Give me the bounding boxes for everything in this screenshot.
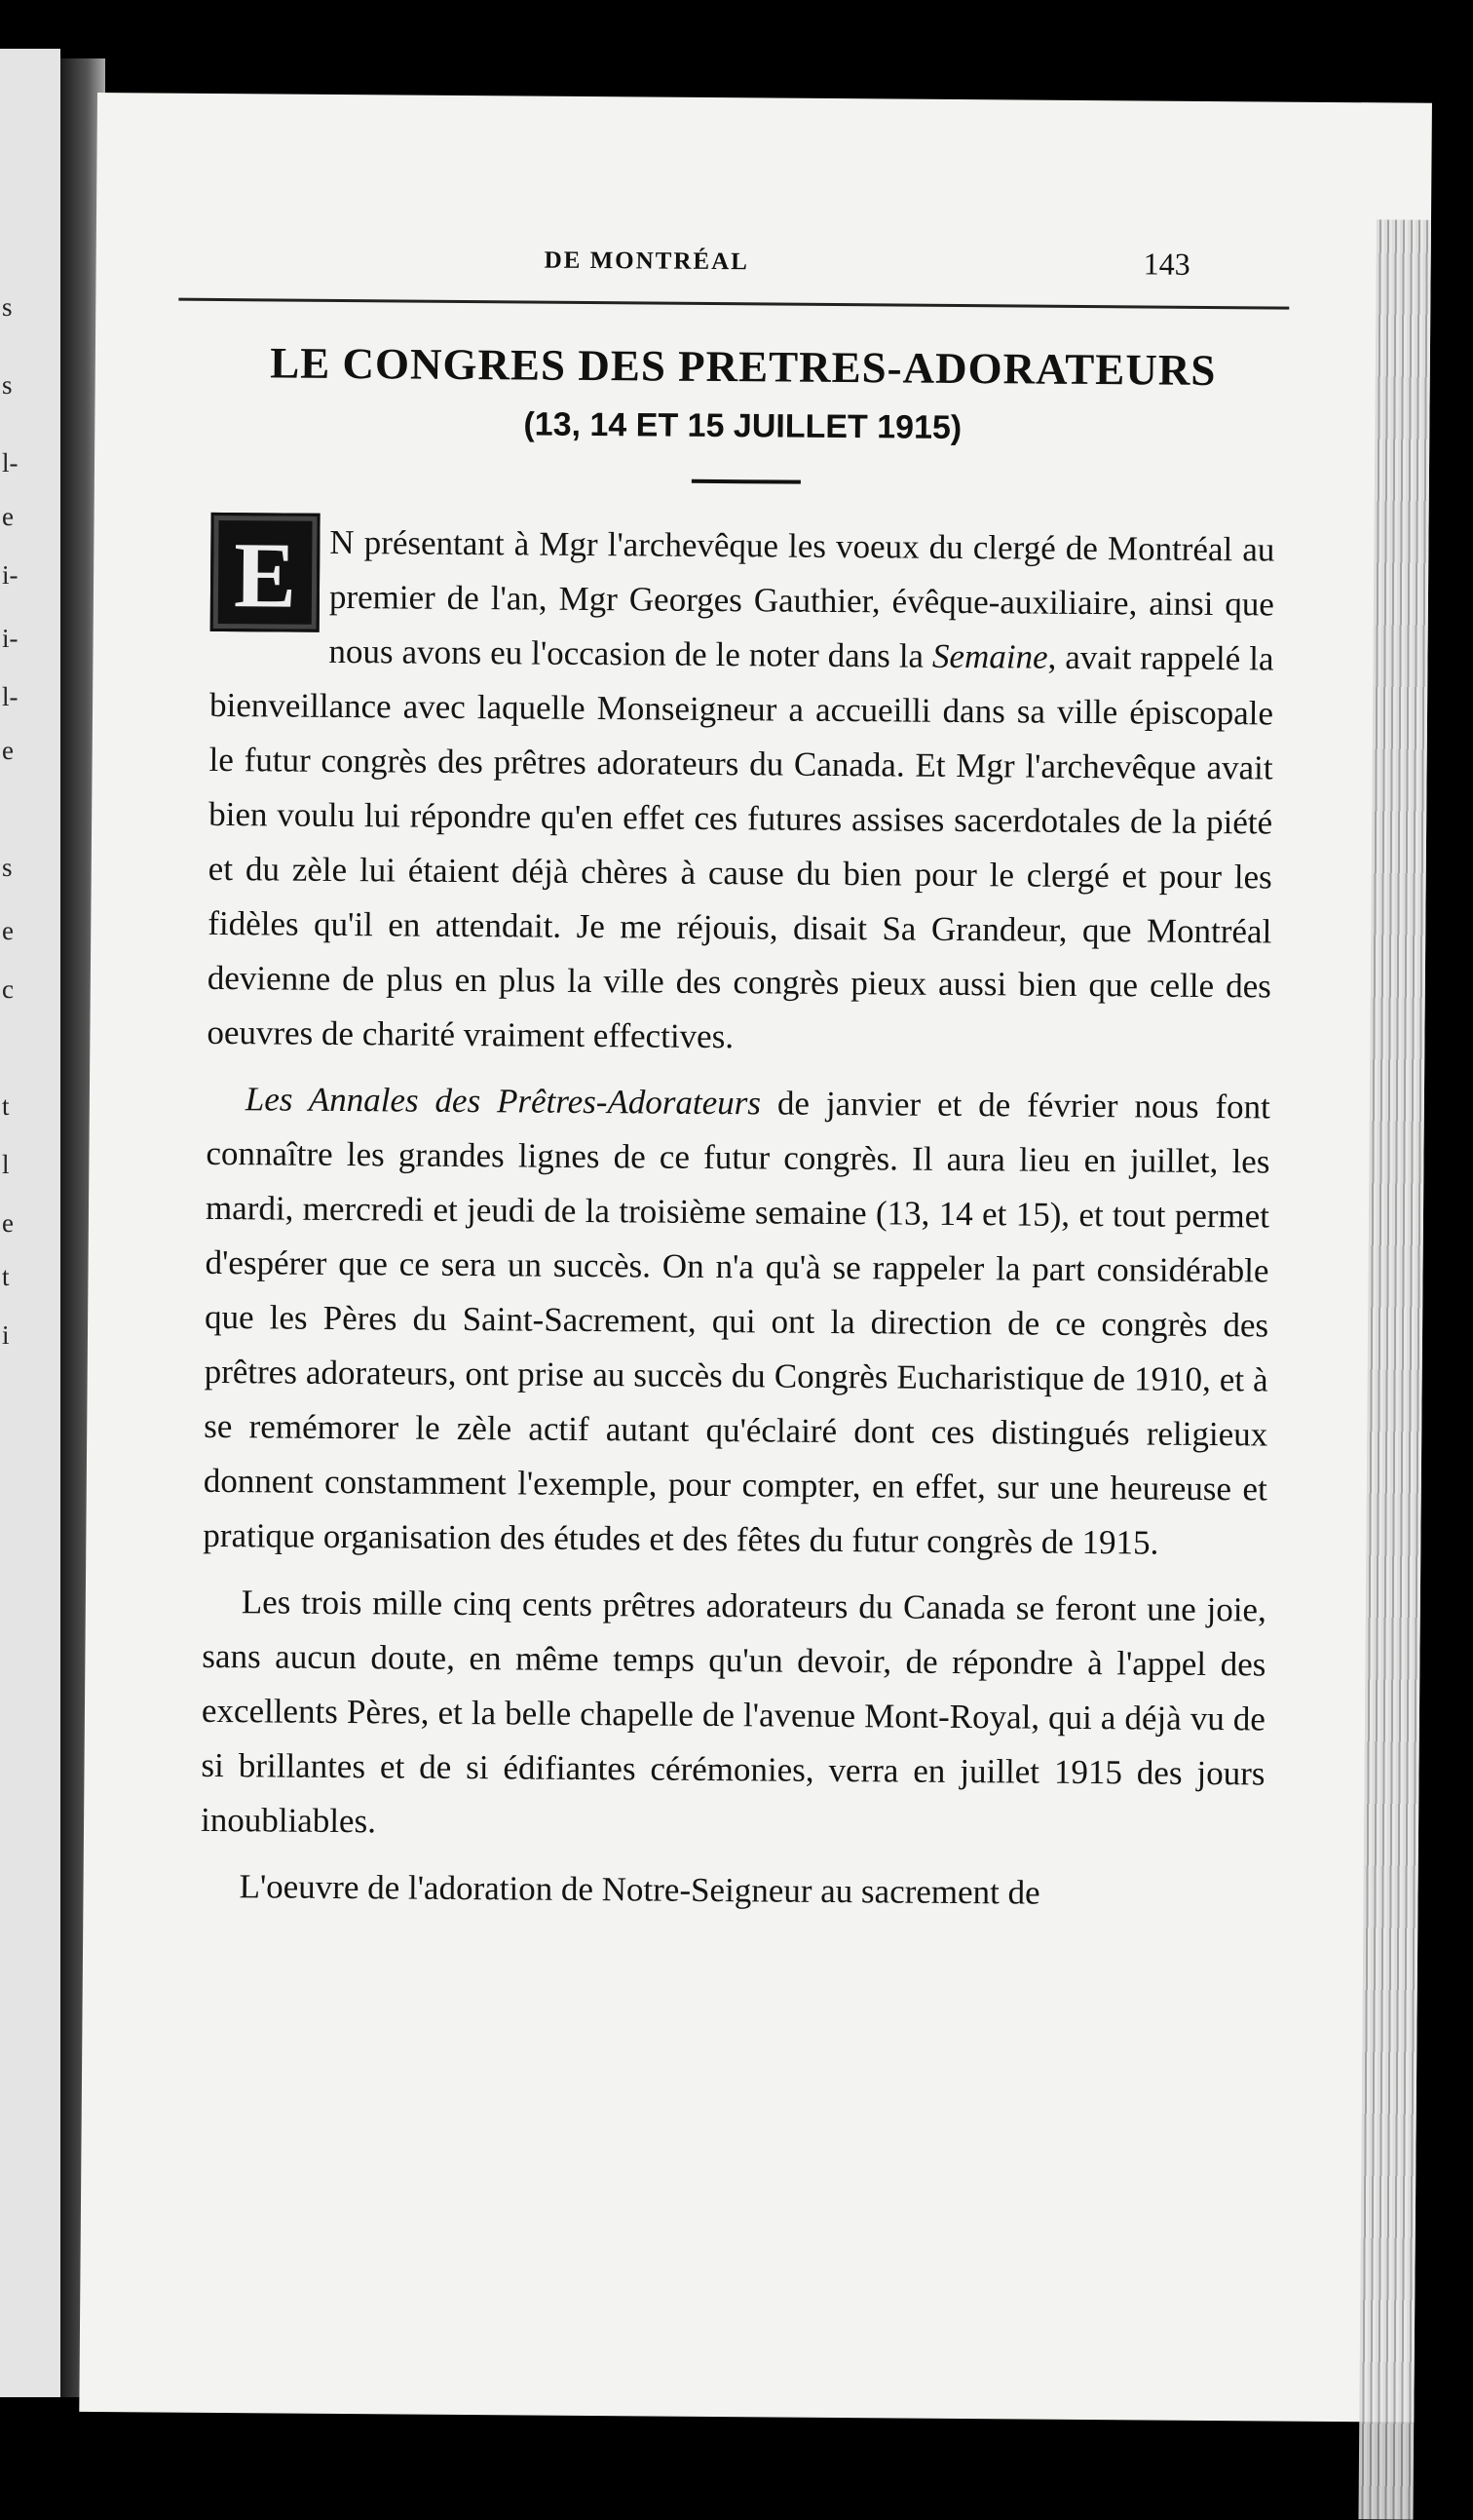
facing-page-fragment: c	[2, 974, 14, 1004]
facing-page-fragment: l-	[2, 448, 19, 477]
header-rule	[178, 298, 1289, 310]
facing-page-fragment: t	[2, 1262, 10, 1291]
paragraph-2-italic: Les Annales des Prêtres-Adorateurs	[245, 1080, 762, 1123]
facing-page-fragment: i	[2, 1320, 10, 1350]
paragraph-2	[203, 1072, 1270, 1572]
paragraph-4: L'oeuvre de l'adoration de Notre-Seigneur au sacrement de	[239, 1867, 1040, 1912]
running-head: DE MONTRÉAL	[544, 247, 749, 276]
facing-page-fragment: e	[2, 1208, 14, 1238]
page-edge-stack	[1358, 219, 1431, 2519]
facing-page-fragment: s	[2, 370, 13, 400]
article-body	[200, 515, 1274, 1934]
facing-page-edge	[0, 49, 60, 2397]
paragraph-1-italic: Semaine	[931, 636, 1048, 676]
paragraph-1	[207, 515, 1274, 1069]
facing-page-fragment: s	[2, 292, 13, 322]
facing-page-fragment: s	[2, 853, 13, 882]
page-number: 143	[1143, 246, 1190, 282]
title-divider	[692, 479, 801, 484]
paragraph-1-end: , avait rappelé la bienveillance avec laquelle Monseigneur a accueilli dans sa ville épiscopale le futur congrès des prêtres adorateurs du Canada. Et Mgr l'archevêque avait bien voulu lui répondre qu'en effet ces futures assises sacerdotales de la piété et du zèle lui étaient déjà chères à cause du bien pour le clergé et pour les fidèles qu'il en attendait. Je me réjouis, disait Sa Grandeur, que Montréal devienne de plus en plus la ville des congrès pieux aussi bien que celle des oeuvres de charité vraiment effectives.	[207, 637, 1274, 1056]
facing-page-fragment: i-	[2, 560, 19, 590]
facing-page-fragment: l-	[2, 682, 19, 711]
facing-page-fragment: l	[2, 1150, 10, 1179]
facing-page-fragment: i-	[2, 624, 19, 653]
facing-page-fragment: e	[2, 502, 14, 531]
book-page	[79, 93, 1432, 2423]
article-title: LE CONGRES DES PRETRES-ADORATEURS	[270, 338, 1217, 396]
facing-page-fragment: e	[2, 916, 14, 945]
article-subtitle: (13, 14 ET 15 JUILLET 1915)	[523, 405, 963, 446]
paragraph-3: Les trois mille cinq cents prêtres adorateurs du Canada se feront une joie, sans aucun doute, en même temps qu'un devoir, de répondre à l'appel des excellents Pères, et la belle chapelle de l'avenue Mont-Royal, qui a déjà vu de si brillantes et de si édifiantes cérémonies, verra en juillet 1915 des jours inoubliables.	[200, 1583, 1266, 1841]
page-header	[95, 244, 1430, 293]
facing-page-fragment: e	[2, 736, 14, 765]
facing-page-fragment: t	[2, 1091, 10, 1121]
paragraph-2-text: de janvier et de février nous font connaître les grandes lignes de ce futur congrès. Il aura lieu en juillet, les mardi, mercredi et jeudi de la troisième semaine (13, 14 et 15), et tout permet d'espérer que ce sera un succès. On n'a qu'à se rappeler la part considérable que les Pères du Saint-Sacrement, qui ont la direction de ce congrès des prêtres adorateurs, ont prise au succès du Congrès Eucharistique de 1910, et à se remémorer le zèle actif autant qu'éclairé dont ces distingués religieux donnent constamment l'exemple, pour compter, en effet, sur une heureuse et pratique organisation des études et des fêtes du futur congrès de 1915.	[203, 1084, 1271, 1562]
ornamental-dropcap: E	[210, 513, 321, 632]
paragraph-1-text: N présentant à Mgr l'archevêque les voeux du clergé de Montréal au premier de l'an, Mgr Georges Gauthier, évêque-auxiliaire, ainsi que nous avons eu l'occasion de le noter dans la	[328, 522, 1275, 675]
